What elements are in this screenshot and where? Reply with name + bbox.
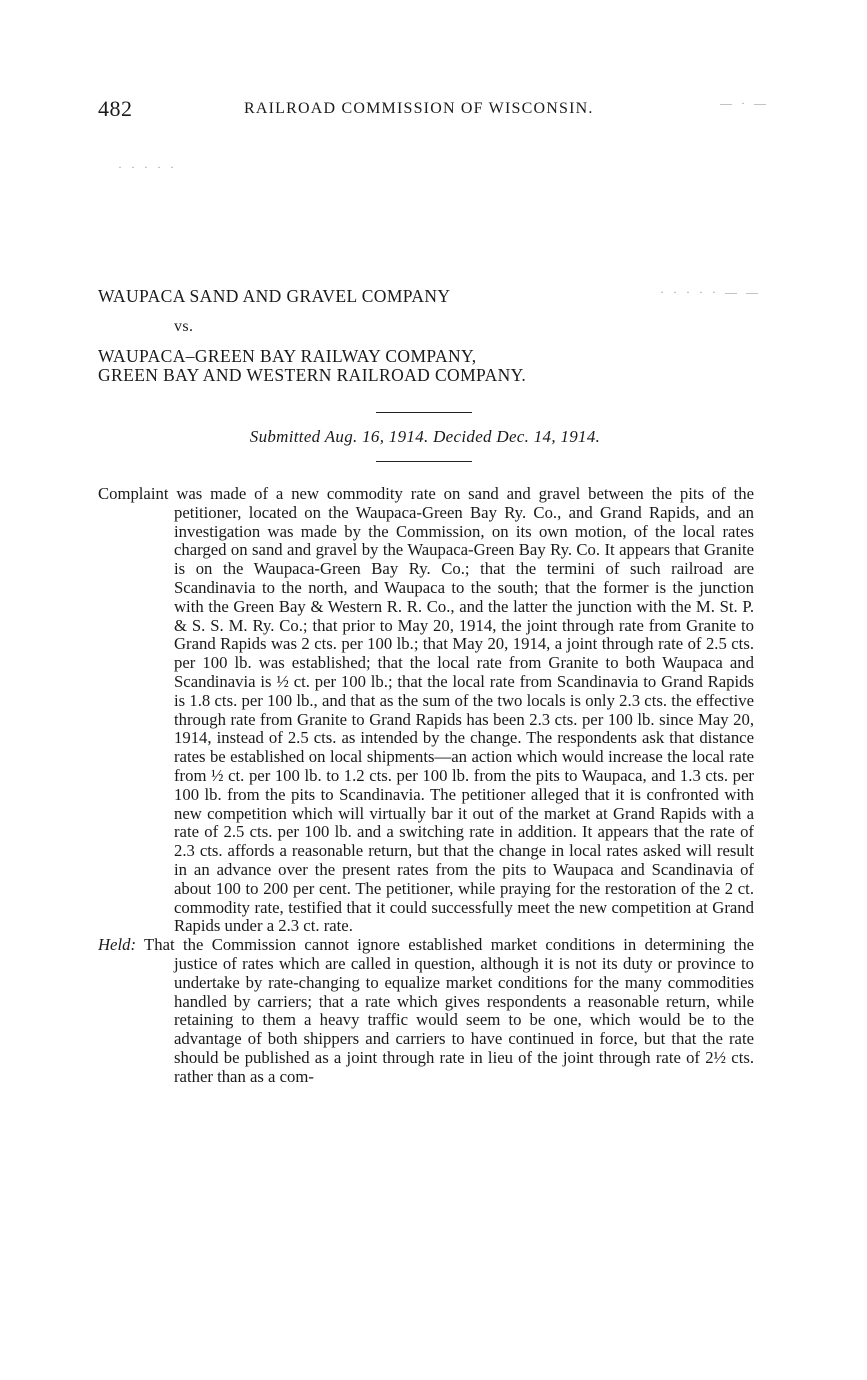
held-label: Held: [98, 935, 136, 955]
held-paragraph [98, 936, 754, 1086]
page-number: 482 [98, 96, 133, 121]
divider-rule-top [376, 412, 472, 413]
page-header [98, 96, 758, 126]
scan-speckle: · · · · · — — [660, 285, 761, 299]
complainant-name: WAUPACA SAND AND GRAVEL COMPANY [98, 286, 451, 306]
case-dates: Submitted Aug. 16, 1914. Decided Dec. 14, 1914. [249, 427, 601, 446]
syllabus [98, 485, 754, 1087]
held-text: That the Commission cannot ignore established market conditions in determining the justice of rates which are called in question, although it is not its duty or province to undertake by rate-changing to equalize market conditions for the many commodities handled by carriers; that a rate which gives respondents a reasonable return, while retaining to them a heavy traffic would seem to be one, which would be to the advantage of both shippers and carriers to have continued in force, but that the rate should be published as a joint through rate in lieu of the joint through rate of 2½ cts. rather than as a com- [144, 935, 754, 1086]
running-head: RAILROAD COMMISSION OF WISCONSIN. [244, 100, 594, 117]
complaint-paragraph: Complaint was made of a new commodity rate on sand and gravel between the pits of the petitioner, located on the Waupaca-Green Bay Ry. Co., and Grand Rapids, and an investigation was made by the Commission, on its own motion, of the local rates charged on sand and gravel by the Waupaca-Green Bay Ry. Co. It appears that Granite is on the Waupaca-Green Bay Ry. Co.; that the termini of such railroad are Scandinavia to the north, and Waupaca to the south; that the former is the junction with the Green Bay & Western R. R. Co., and the latter the junction with the M. St. P. & S. S. M. Ry. Co.; that prior to May 20, 1914, the joint through rate from Granite to Grand Rapids was 2 cts. per 100 lb.; that May 20, 1914, a joint through rate of 2.5 cts. per 100 lb. was established; that the local rate from Granite to both Waupaca and Scandinavia is ½ ct. per 100 lb.; that the local rate from Scandinavia to Grand Rapids is 1.8 cts. per 100 lb., and that as the sum of the two locals is only 2.3 cts. the effective through rate from Granite to Grand Rapids has been 2.3 cts. per 100 lb. since May 20, 1914, instead of 2.5 cts. as intended by the change. The respondents ask that distance rates be established on local shipments—an action which would increase the local rate from ½ ct. per 100 lb. to 1.2 cts. per 100 lb. from the pits to Waupaca, and 1.3 cts. per 100 lb. from the pits to Scandinavia. The petitioner alleged that it is confronted with new competition which will virtually bar it out of the market at Grand Rapids with a rate of 2.5 cts. per 100 lb. and a switching rate in addition. It appears that the rate of 2.3 cts. affords a reasonable return, but that the change in local rates asked will result in an advance over the present rates from the pits to Waupaca and Scandinavia of about 100 to 200 per cent. The petitioner, while praying for the restoration of the 2 ct. commodity rate, testified that it could successfully meet the new competition at Grand Rapids under a 2.3 ct. rate. [98, 484, 754, 936]
scan-speckle: · · · · · [118, 160, 177, 174]
versus-label: vs. [174, 318, 194, 335]
case-caption [98, 287, 758, 385]
respondent-name-1: WAUPACA–GREEN BAY RAILWAY COMPANY, [98, 346, 477, 366]
divider-rule-bottom [376, 461, 472, 462]
respondent-name-2: GREEN BAY AND WESTERN RAILROAD COMPANY. [98, 365, 527, 385]
scan-speckle: — · — [720, 96, 769, 110]
